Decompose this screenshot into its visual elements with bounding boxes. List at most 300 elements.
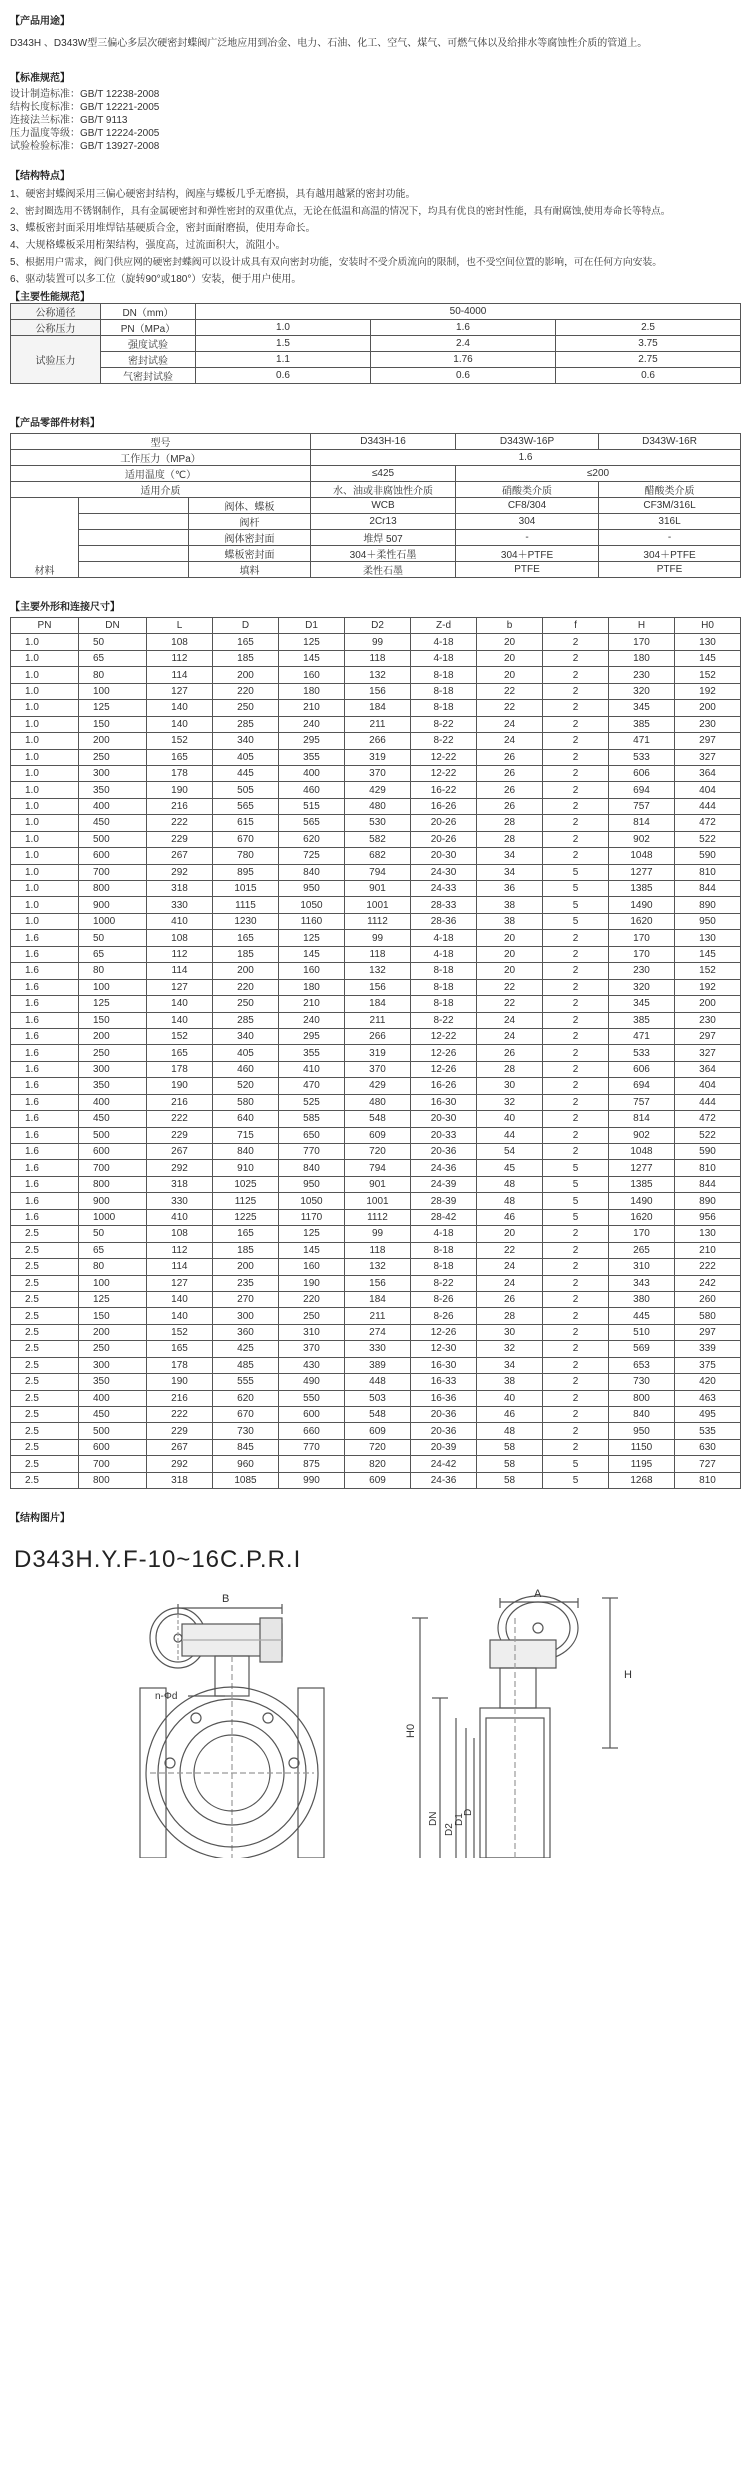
dim-cell: 385 bbox=[609, 716, 675, 732]
dim-cell: 80 bbox=[79, 667, 147, 683]
dim-cell: 1225 bbox=[213, 1209, 279, 1225]
dim-cell: 630 bbox=[675, 1439, 741, 1455]
dim-cell: 118 bbox=[345, 1242, 411, 1258]
dim-cell: 445 bbox=[213, 765, 279, 781]
table-row bbox=[11, 546, 741, 562]
dim-cell: 840 bbox=[609, 1407, 675, 1423]
dim-cell: 548 bbox=[345, 1111, 411, 1127]
dim-cell: 1277 bbox=[609, 1160, 675, 1176]
dim-cell: 2 bbox=[543, 1390, 609, 1406]
dim-cell: 582 bbox=[345, 831, 411, 847]
dim-cell: 343 bbox=[609, 1275, 675, 1291]
dim-cell: 800 bbox=[79, 1472, 147, 1488]
label-d: D bbox=[463, 1808, 474, 1817]
dim-cell: 300 bbox=[79, 1357, 147, 1373]
dim-cell: 200 bbox=[79, 1028, 147, 1044]
dim-cell: 12-26 bbox=[411, 1324, 477, 1340]
dim-cell: 463 bbox=[675, 1390, 741, 1406]
standard-item: 试验检验标准：GB/T 13927-2008 bbox=[10, 141, 160, 152]
dim-cell: 2 bbox=[543, 1275, 609, 1291]
dim-cell: 840 bbox=[213, 1144, 279, 1160]
dim-cell: 300 bbox=[79, 1061, 147, 1077]
dim-cell: 590 bbox=[675, 1144, 741, 1160]
dim-cell: 200 bbox=[213, 963, 279, 979]
table-row bbox=[11, 765, 741, 781]
dim-cell: 485 bbox=[213, 1357, 279, 1373]
dim-cell: 1125 bbox=[213, 1193, 279, 1209]
dim-cell: 2.5 bbox=[11, 1226, 79, 1242]
dim-cell: 2 bbox=[543, 700, 609, 716]
column-header: D1 bbox=[279, 618, 345, 634]
dim-cell: 472 bbox=[675, 815, 741, 831]
dim-cell: 50 bbox=[79, 634, 147, 650]
dim-cell: 1015 bbox=[213, 881, 279, 897]
table-row bbox=[11, 913, 741, 929]
dim-cell: 2 bbox=[543, 782, 609, 798]
dim-cell: 28-33 bbox=[411, 897, 477, 913]
dim-cell: 24-30 bbox=[411, 864, 477, 880]
dim-cell: 130 bbox=[675, 930, 741, 946]
dim-cell: 600 bbox=[79, 848, 147, 864]
dim-cell: 902 bbox=[609, 1127, 675, 1143]
dim-cell: 24 bbox=[477, 1275, 543, 1291]
dim-cell: 58 bbox=[477, 1456, 543, 1472]
performance-title: 【主要性能规范】 bbox=[10, 292, 90, 303]
dim-cell: 220 bbox=[213, 979, 279, 995]
dim-cell: 20 bbox=[477, 1226, 543, 1242]
dim-cell: 1.0 bbox=[11, 848, 79, 864]
dim-cell: 185 bbox=[213, 650, 279, 666]
table-row bbox=[11, 514, 741, 530]
dim-cell: 1050 bbox=[279, 897, 345, 913]
dim-cell: 585 bbox=[279, 1111, 345, 1127]
dim-cell: 130 bbox=[675, 634, 741, 650]
dim-cell: 12-26 bbox=[411, 1045, 477, 1061]
dim-cell: 180 bbox=[279, 979, 345, 995]
table-row bbox=[11, 848, 741, 864]
dim-cell: 2.5 bbox=[11, 1407, 79, 1423]
dim-cell: 80 bbox=[79, 1259, 147, 1275]
dim-cell: 800 bbox=[79, 1176, 147, 1192]
table-row bbox=[11, 897, 741, 913]
dim-cell: 405 bbox=[213, 749, 279, 765]
dim-cell: 266 bbox=[345, 1028, 411, 1044]
table-row bbox=[11, 1094, 741, 1110]
dim-cell: 1001 bbox=[345, 1193, 411, 1209]
dim-cell: 1620 bbox=[609, 1209, 675, 1225]
dim-cell: 132 bbox=[345, 963, 411, 979]
dim-cell: 1150 bbox=[609, 1439, 675, 1455]
dim-cell: 1.0 bbox=[11, 831, 79, 847]
dim-cell: 1.0 bbox=[11, 733, 79, 749]
dim-cell: 108 bbox=[147, 1226, 213, 1242]
dim-cell: 400 bbox=[79, 1390, 147, 1406]
table-row bbox=[11, 498, 741, 514]
dim-cell: 2.5 bbox=[11, 1259, 79, 1275]
dim-cell: 1.0 bbox=[11, 765, 79, 781]
dim-cell: 12-30 bbox=[411, 1341, 477, 1357]
dim-cell: 285 bbox=[213, 1012, 279, 1028]
dim-cell: 1277 bbox=[609, 864, 675, 880]
dim-cell: 295 bbox=[279, 733, 345, 749]
table-row bbox=[11, 1144, 741, 1160]
dim-cell: 112 bbox=[147, 1242, 213, 1258]
dim-cell: 270 bbox=[213, 1291, 279, 1307]
dim-cell: 222 bbox=[147, 1111, 213, 1127]
dim-cell: 190 bbox=[147, 782, 213, 798]
dim-cell: 140 bbox=[147, 996, 213, 1012]
column-header: L bbox=[147, 618, 213, 634]
perf-cell: 1.6 bbox=[371, 320, 556, 336]
dim-cell: 727 bbox=[675, 1456, 741, 1472]
dim-cell: 165 bbox=[147, 749, 213, 765]
dim-cell: 2.5 bbox=[11, 1291, 79, 1307]
dim-cell: 525 bbox=[279, 1094, 345, 1110]
dim-cell: 480 bbox=[345, 798, 411, 814]
mat-cell: 304＋柔性石墨 bbox=[311, 546, 456, 562]
dim-cell: 152 bbox=[675, 667, 741, 683]
dim-cell: 1490 bbox=[609, 1193, 675, 1209]
dim-cell: 1000 bbox=[79, 913, 147, 929]
dim-cell: 20 bbox=[477, 946, 543, 962]
dim-cell: 355 bbox=[279, 1045, 345, 1061]
dim-cell: 180 bbox=[609, 650, 675, 666]
table-row bbox=[11, 1275, 741, 1291]
dim-cell: 845 bbox=[213, 1439, 279, 1455]
table-row bbox=[11, 650, 741, 666]
mat-cell bbox=[79, 514, 189, 530]
dim-cell: 8-18 bbox=[411, 1242, 477, 1258]
dim-cell: 200 bbox=[213, 667, 279, 683]
dim-cell: 565 bbox=[213, 798, 279, 814]
dim-cell: 80 bbox=[79, 963, 147, 979]
dim-cell: 1.6 bbox=[11, 996, 79, 1012]
dim-cell: 32 bbox=[477, 1094, 543, 1110]
dim-cell: 8-22 bbox=[411, 1275, 477, 1291]
dim-cell: 5 bbox=[543, 1472, 609, 1488]
mat-cell: 填料 bbox=[189, 562, 311, 578]
perf-cell: 1.5 bbox=[196, 336, 371, 352]
dim-cell: 5 bbox=[543, 913, 609, 929]
dim-cell: 715 bbox=[213, 1127, 279, 1143]
dim-cell: 125 bbox=[79, 700, 147, 716]
dim-cell: 211 bbox=[345, 1012, 411, 1028]
label-n-phi-d: n-Φd bbox=[155, 1691, 178, 1703]
dim-cell: 1385 bbox=[609, 881, 675, 897]
dim-cell: 8-26 bbox=[411, 1291, 477, 1307]
perf-cell: 2.4 bbox=[371, 336, 556, 352]
dim-cell: 16-26 bbox=[411, 798, 477, 814]
dim-cell: 170 bbox=[609, 946, 675, 962]
dim-cell: 295 bbox=[279, 1028, 345, 1044]
valve-drawing-svg bbox=[10, 1588, 740, 1858]
table-row bbox=[11, 1341, 741, 1357]
label-a: A bbox=[534, 1588, 542, 1601]
dim-cell: 515 bbox=[279, 798, 345, 814]
dim-cell: 26 bbox=[477, 749, 543, 765]
dim-cell: 265 bbox=[609, 1242, 675, 1258]
dim-cell: 250 bbox=[279, 1308, 345, 1324]
dim-cell: 250 bbox=[79, 749, 147, 765]
dim-cell: 410 bbox=[147, 1209, 213, 1225]
table-row bbox=[11, 1439, 741, 1455]
dim-cell: 28 bbox=[477, 1308, 543, 1324]
dim-cell: 48 bbox=[477, 1423, 543, 1439]
table-row bbox=[11, 1193, 741, 1209]
table-row bbox=[11, 1423, 741, 1439]
dim-cell: 266 bbox=[345, 733, 411, 749]
dim-cell: 125 bbox=[279, 1226, 345, 1242]
perf-cell: 气密封试验 bbox=[101, 368, 196, 384]
dim-cell: 2.5 bbox=[11, 1439, 79, 1455]
dim-cell: 170 bbox=[609, 1226, 675, 1242]
dim-cell: 620 bbox=[213, 1390, 279, 1406]
dim-cell: 2.5 bbox=[11, 1374, 79, 1390]
column-header: H bbox=[609, 618, 675, 634]
dim-cell: 2 bbox=[543, 848, 609, 864]
usage-title: 【产品用途】 bbox=[10, 16, 70, 27]
dim-cell: 1.6 bbox=[11, 979, 79, 995]
dim-cell: 165 bbox=[213, 930, 279, 946]
dim-cell: 180 bbox=[279, 683, 345, 699]
dim-cell: 757 bbox=[609, 798, 675, 814]
dim-cell: 340 bbox=[213, 733, 279, 749]
table-row bbox=[11, 782, 741, 798]
dim-cell: 2.5 bbox=[11, 1357, 79, 1373]
dim-cell: 4-18 bbox=[411, 946, 477, 962]
perf-cell: 50-4000 bbox=[196, 304, 741, 320]
mat-cell: D343H-16 bbox=[311, 434, 456, 450]
dim-cell: 114 bbox=[147, 963, 213, 979]
dim-cell: 36 bbox=[477, 881, 543, 897]
dim-cell: 24-39 bbox=[411, 1176, 477, 1192]
label-b: B bbox=[222, 1593, 230, 1606]
dim-cell: 267 bbox=[147, 1439, 213, 1455]
dim-cell: 400 bbox=[79, 1094, 147, 1110]
dim-cell: 200 bbox=[675, 700, 741, 716]
dim-cell: 24-33 bbox=[411, 881, 477, 897]
column-header: D2 bbox=[345, 618, 411, 634]
dim-cell: 350 bbox=[79, 1374, 147, 1390]
dim-cell: 4-18 bbox=[411, 650, 477, 666]
dim-cell: 1490 bbox=[609, 897, 675, 913]
table-row bbox=[11, 946, 741, 962]
dim-cell: 1.6 bbox=[11, 1127, 79, 1143]
dim-cell: 26 bbox=[477, 798, 543, 814]
table-row bbox=[11, 1456, 741, 1472]
dim-cell: 8-22 bbox=[411, 716, 477, 732]
dim-cell: 340 bbox=[213, 1028, 279, 1044]
dim-cell: 230 bbox=[609, 963, 675, 979]
dim-cell: 44 bbox=[477, 1127, 543, 1143]
dim-cell: 34 bbox=[477, 848, 543, 864]
dim-cell: 152 bbox=[675, 963, 741, 979]
dim-cell: 2 bbox=[543, 1291, 609, 1307]
dim-cell: 2 bbox=[543, 1144, 609, 1160]
perf-cell: 强度试验 bbox=[101, 336, 196, 352]
standard-item: 设计制造标准：GB/T 12238-2008 bbox=[10, 89, 160, 100]
dim-cell: 130 bbox=[675, 1226, 741, 1242]
dim-cell: 184 bbox=[345, 700, 411, 716]
dim-cell: 2 bbox=[543, 831, 609, 847]
perf-cell: 2.5 bbox=[556, 320, 741, 336]
dim-cell: 211 bbox=[345, 716, 411, 732]
dim-cell: 152 bbox=[147, 1324, 213, 1340]
dim-cell: 4-18 bbox=[411, 930, 477, 946]
dim-cell: 2 bbox=[543, 1423, 609, 1439]
dim-cell: 1.6 bbox=[11, 1028, 79, 1044]
dim-cell: 150 bbox=[79, 1012, 147, 1028]
dim-cell: 20-39 bbox=[411, 1439, 477, 1455]
dim-cell: 20-26 bbox=[411, 815, 477, 831]
dim-cell: 2 bbox=[543, 1127, 609, 1143]
dim-cell: 901 bbox=[345, 881, 411, 897]
features-title: 【结构特点】 bbox=[10, 171, 70, 182]
standard-item: 连接法兰标准：GB/T 9113 bbox=[10, 115, 128, 126]
dim-cell: 297 bbox=[675, 733, 741, 749]
dim-cell: 40 bbox=[477, 1111, 543, 1127]
dim-cell: 165 bbox=[147, 1045, 213, 1061]
dim-cell: 1.6 bbox=[11, 1193, 79, 1209]
dim-cell: 8-18 bbox=[411, 700, 477, 716]
dim-cell: 550 bbox=[279, 1390, 345, 1406]
dim-cell: 5 bbox=[543, 864, 609, 880]
dim-cell: 1230 bbox=[213, 913, 279, 929]
dim-cell: 230 bbox=[675, 716, 741, 732]
dim-cell: 24 bbox=[477, 716, 543, 732]
table-row bbox=[11, 1061, 741, 1077]
mat-cell: 阀体、蝶板 bbox=[189, 498, 311, 514]
mat-cell: 水、油或非腐蚀性介质 bbox=[311, 482, 456, 498]
dim-cell: 490 bbox=[279, 1374, 345, 1390]
materials-table bbox=[10, 433, 741, 578]
dim-cell: 445 bbox=[609, 1308, 675, 1324]
dim-cell: 660 bbox=[279, 1423, 345, 1439]
dim-cell: 150 bbox=[79, 716, 147, 732]
mat-cell bbox=[79, 530, 189, 546]
dim-cell: 345 bbox=[609, 996, 675, 1012]
mat-cell: 材料 bbox=[11, 498, 79, 578]
dim-cell: 2 bbox=[543, 650, 609, 666]
dim-cell: 156 bbox=[345, 683, 411, 699]
dim-cell: 2 bbox=[543, 1324, 609, 1340]
dim-cell: 160 bbox=[279, 963, 345, 979]
dim-cell: 178 bbox=[147, 1357, 213, 1373]
dim-cell: 165 bbox=[213, 1226, 279, 1242]
dim-cell: 600 bbox=[79, 1439, 147, 1455]
dim-cell: 1.6 bbox=[11, 1061, 79, 1077]
table-row bbox=[11, 1127, 741, 1143]
dim-cell: 2 bbox=[543, 765, 609, 781]
label-d1: D1 bbox=[454, 1813, 465, 1827]
dim-cell: 2.5 bbox=[11, 1390, 79, 1406]
dim-cell: 145 bbox=[675, 946, 741, 962]
perf-cell: 1.76 bbox=[371, 352, 556, 368]
dim-cell: 901 bbox=[345, 1176, 411, 1192]
dim-cell: 1.0 bbox=[11, 749, 79, 765]
dim-cell: 292 bbox=[147, 864, 213, 880]
dim-cell: 2 bbox=[543, 634, 609, 650]
dim-cell: 320 bbox=[609, 683, 675, 699]
dim-cell: 20-30 bbox=[411, 848, 477, 864]
dim-cell: 720 bbox=[345, 1144, 411, 1160]
dim-cell: 222 bbox=[147, 815, 213, 831]
table-row bbox=[11, 352, 741, 368]
dim-cell: 1.0 bbox=[11, 716, 79, 732]
dim-cell: 360 bbox=[213, 1324, 279, 1340]
dim-cell: 230 bbox=[609, 667, 675, 683]
dim-cell: 1.6 bbox=[11, 1144, 79, 1160]
dim-cell: 8-26 bbox=[411, 1308, 477, 1324]
dim-cell: 450 bbox=[79, 1407, 147, 1423]
valve-drawing bbox=[10, 1588, 740, 1858]
dim-cell: 364 bbox=[675, 765, 741, 781]
dim-cell: 5 bbox=[543, 1176, 609, 1192]
dim-cell: 600 bbox=[79, 1144, 147, 1160]
dim-cell: 140 bbox=[147, 716, 213, 732]
mat-cell: CF3M/316L bbox=[599, 498, 741, 514]
table-row bbox=[11, 1111, 741, 1127]
dim-cell: 22 bbox=[477, 996, 543, 1012]
dim-cell: 2 bbox=[543, 716, 609, 732]
dim-cell: 400 bbox=[79, 798, 147, 814]
dim-cell: 1.6 bbox=[11, 930, 79, 946]
dim-cell: 580 bbox=[213, 1094, 279, 1110]
dimensions-header-row bbox=[11, 618, 741, 634]
dim-cell: 20 bbox=[477, 634, 543, 650]
dim-cell: 12-26 bbox=[411, 1061, 477, 1077]
dim-cell: 38 bbox=[477, 1374, 543, 1390]
dim-cell: 770 bbox=[279, 1144, 345, 1160]
table-row bbox=[11, 1472, 741, 1488]
dim-cell: 2.5 bbox=[11, 1242, 79, 1258]
dim-cell: 125 bbox=[279, 930, 345, 946]
table-row bbox=[11, 1291, 741, 1307]
dim-cell: 200 bbox=[675, 996, 741, 1012]
dim-cell: 327 bbox=[675, 749, 741, 765]
dim-cell: 405 bbox=[213, 1045, 279, 1061]
dim-cell: 2.5 bbox=[11, 1308, 79, 1324]
mat-cell: CF8/304 bbox=[456, 498, 599, 514]
dim-cell: 20 bbox=[477, 930, 543, 946]
dim-cell: 28-36 bbox=[411, 913, 477, 929]
mat-cell: 1.6 bbox=[311, 450, 741, 466]
dim-cell: 2.5 bbox=[11, 1423, 79, 1439]
dim-cell: 318 bbox=[147, 881, 213, 897]
dim-cell: 240 bbox=[279, 1012, 345, 1028]
dim-cell: 108 bbox=[147, 634, 213, 650]
dim-cell: 38 bbox=[477, 913, 543, 929]
dim-cell: 609 bbox=[345, 1127, 411, 1143]
mat-cell: 型号 bbox=[11, 434, 311, 450]
dim-cell: 1025 bbox=[213, 1176, 279, 1192]
dim-cell: 844 bbox=[675, 881, 741, 897]
dim-cell: 725 bbox=[279, 848, 345, 864]
dim-cell: 38 bbox=[477, 897, 543, 913]
dim-cell: 132 bbox=[345, 667, 411, 683]
dim-cell: 1.6 bbox=[11, 1045, 79, 1061]
dim-cell: 274 bbox=[345, 1324, 411, 1340]
dim-cell: 615 bbox=[213, 815, 279, 831]
table-row bbox=[11, 1357, 741, 1373]
dim-cell: 2 bbox=[543, 1078, 609, 1094]
dim-cell: 210 bbox=[675, 1242, 741, 1258]
mat-cell bbox=[79, 546, 189, 562]
dim-cell: 210 bbox=[279, 996, 345, 1012]
dim-cell: 28 bbox=[477, 1061, 543, 1077]
dim-cell: 220 bbox=[279, 1291, 345, 1307]
dim-cell: 156 bbox=[345, 1275, 411, 1291]
